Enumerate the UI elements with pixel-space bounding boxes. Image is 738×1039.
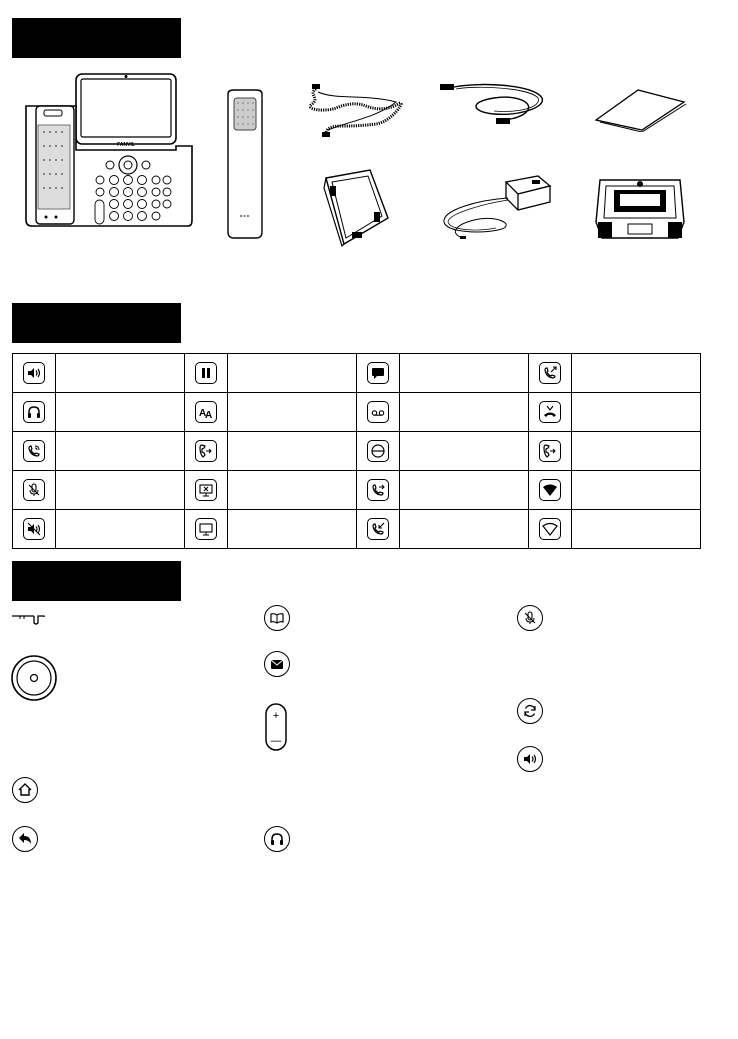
- table-row: [13, 471, 701, 510]
- phonebook-key-icon[interactable]: [264, 605, 290, 631]
- icon-label: [56, 432, 185, 471]
- missed-call-icon: [539, 401, 561, 423]
- outgoing-call-icon: [539, 362, 561, 384]
- speaker-mute-icon: [23, 518, 45, 540]
- icon-label: [228, 354, 357, 393]
- svg-text:A: A: [205, 410, 213, 420]
- wall-mount-bracket-illustration: [592, 176, 688, 242]
- incoming-call-icon: [367, 518, 389, 540]
- icon-label: [56, 354, 185, 393]
- pause-icon: [195, 362, 217, 384]
- icon-label: [400, 354, 529, 393]
- icon-label: [572, 471, 701, 510]
- key-descriptions-header: [12, 561, 181, 601]
- hookswitch-icon: [10, 613, 46, 627]
- phone-unit-illustration: [24, 70, 194, 230]
- message-icon: [367, 362, 389, 384]
- table-row: [13, 432, 701, 471]
- speaker-icon: [23, 362, 45, 384]
- back-key-icon[interactable]: [12, 826, 38, 852]
- icon-label: [572, 354, 701, 393]
- icon-label: [228, 510, 357, 549]
- svg-text:FANVIL: FANVIL: [117, 142, 135, 148]
- call-forward-icon: [195, 440, 217, 462]
- handset-cord-illustration: [306, 82, 406, 142]
- speaker-key-icon[interactable]: [517, 746, 543, 772]
- power-adapter-illustration: [438, 170, 554, 242]
- call-pickup-icon: [367, 479, 389, 501]
- svg-text:—: —: [270, 735, 282, 747]
- table-row: [13, 393, 701, 432]
- screen-off-icon: [195, 479, 217, 501]
- icon-label: [228, 432, 357, 471]
- icon-label: [400, 471, 529, 510]
- call-transfer-icon: [539, 440, 561, 462]
- volume-key-icon[interactable]: [264, 702, 288, 752]
- icon-label: [228, 393, 357, 432]
- icon-label: [228, 471, 357, 510]
- icon-label: [572, 432, 701, 471]
- wifi-strong-icon: [539, 479, 561, 501]
- ringing-call-icon: [23, 440, 45, 462]
- icon-label: [572, 393, 701, 432]
- table-row: [13, 510, 701, 549]
- headset-icon: [23, 401, 45, 423]
- icon-label: [56, 393, 185, 432]
- mute-key-icon[interactable]: [517, 605, 543, 631]
- redial-key-icon[interactable]: [517, 698, 543, 724]
- table-row: [13, 354, 701, 393]
- ethernet-cable-illustration: [438, 80, 550, 128]
- do-not-disturb-icon: [367, 440, 389, 462]
- wifi-weak-icon: [539, 518, 561, 540]
- icon-instructions-header: [12, 303, 181, 343]
- message-key-icon[interactable]: [264, 651, 290, 677]
- icon-label: [572, 510, 701, 549]
- voicemail-icon: [367, 401, 389, 423]
- font-size-icon: [195, 401, 217, 423]
- headset-key-icon[interactable]: [264, 826, 290, 852]
- svg-text:+: +: [272, 710, 280, 722]
- svg-text:A: A: [199, 408, 207, 419]
- icon-label: [400, 510, 529, 549]
- icon-label: [400, 432, 529, 471]
- mute-icon: [23, 479, 45, 501]
- screen-icon: [195, 518, 217, 540]
- quick-start-guide-illustration: [594, 88, 690, 132]
- handset-illustration: [224, 88, 266, 240]
- package-contents-header: [12, 18, 181, 58]
- icon-label: [56, 510, 185, 549]
- navigation-key-icon[interactable]: [10, 654, 58, 702]
- icon-table: [12, 353, 701, 549]
- icon-label: [56, 471, 185, 510]
- home-key-icon[interactable]: [12, 777, 38, 803]
- icon-label: [400, 393, 529, 432]
- stand-illustration: [322, 168, 392, 250]
